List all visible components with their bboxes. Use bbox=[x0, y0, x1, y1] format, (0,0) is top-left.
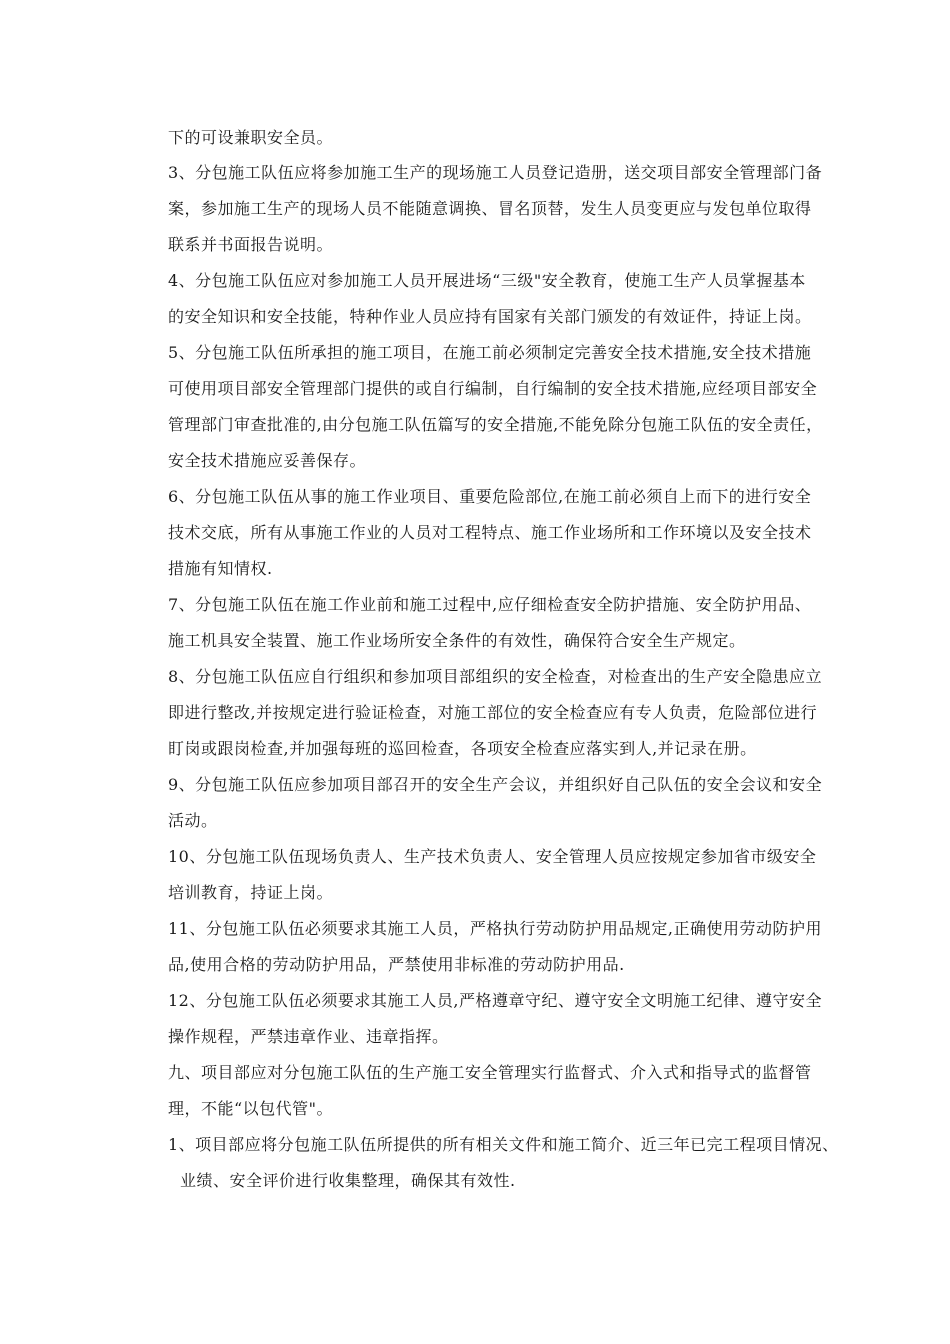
text-line: 6、分包施工队伍从事的施工作业项目、重要危险部位,在施工前必须自上而下的进行安全 bbox=[168, 487, 812, 506]
text-line: 8、分包施工队伍应自行组织和参加项目部组织的安全检查，对检查出的生产安全隐患应立 bbox=[168, 667, 823, 686]
text-line: 3、分包施工队伍应将参加施工生产的现场施工人员登记造册，送交项目部安全管理部门备 bbox=[168, 163, 823, 182]
text-line: 可使用项目部安全管理部门提供的或自行编制，自行编制的安全技术措施,应经项目部安全 bbox=[168, 379, 818, 398]
text-line: 措施有知情权. bbox=[168, 559, 273, 578]
text-line: 盯岗或跟岗检查,并加强每班的巡回检查，各项安全检查应落实到人,并记录在册。 bbox=[168, 739, 757, 758]
text-line: 九、项目部应对分包施工队伍的生产施工安全管理实行监督式、介入式和指导式的监督管 bbox=[168, 1063, 812, 1082]
text-line: 案，参加施工生产的现场人员不能随意调换、冒名顶替，发生人员变更应与发包单位取得 bbox=[168, 199, 812, 218]
text-line: 11、分包施工队伍必须要求其施工人员，严格执行劳动防护用品规定,正确使用劳动防护用 bbox=[168, 919, 822, 938]
text-line: 联系并书面报告说明。 bbox=[168, 235, 334, 254]
text-line: 理，不能“以包代管"。 bbox=[168, 1099, 334, 1118]
text-line: 施工机具安全装置、施工作业场所安全条件的有效性，确保符合安全生产规定。 bbox=[168, 631, 746, 650]
text-line: 5、分包施工队伍所承担的施工项目，在施工前必须制定完善安全技术措施,安全技术措施 bbox=[168, 343, 812, 362]
text-line: 管理部门审查批准的,由分包施工队伍篇写的安全措施,不能免除分包施工队伍的安全责任， bbox=[168, 415, 823, 434]
text-line: 业绩、安全评价进行收集整理，确保其有效性. bbox=[180, 1171, 516, 1190]
text-line: 培训教育，持证上岗。 bbox=[168, 883, 334, 902]
text-line: 即进行整改,并按规定进行验证检查，对施工部位的安全检查应有专人负责，危险部位进行 bbox=[168, 703, 818, 722]
text-line: 活动。 bbox=[168, 811, 218, 830]
text-line: 操作规程，严禁违章作业、违章指挥。 bbox=[168, 1027, 449, 1046]
text-line: 12、分包施工队伍必须要求其施工人员,严格遵章守纪、遵守安全文明施工纪律、遵守安全 bbox=[168, 991, 822, 1010]
text-line: 10、分包施工队伍现场负责人、生产技术负责人、安全管理人员应按规定参加省市级安全 bbox=[168, 847, 817, 866]
text-line: 技术交底，所有从事施工作业的人员对工程特点、施工作业场所和工作环境以及安全技术 bbox=[168, 523, 812, 542]
text-line: 的安全知识和安全技能，特种作业人员应持有国家有关部门颁发的有效证件，持证上岗。 bbox=[168, 307, 812, 326]
text-line: 7、分包施工队伍在施工作业前和施工过程中,应仔细检查安全防护措施、安全防护用品、 bbox=[168, 595, 812, 614]
text-line: 1、项目部应将分包施工队伍所提供的所有相关文件和施工简介、近三年已完工程项目情况、 bbox=[168, 1135, 839, 1154]
text-line: 9、分包施工队伍应参加项目部召开的安全生产会议，并组织好自己队伍的安全会议和安全 bbox=[168, 775, 823, 794]
text-line: 品,使用合格的劳动防护用品，严禁使用非标准的劳动防护用品. bbox=[168, 955, 625, 974]
text-line: 安全技术措施应妥善保存。 bbox=[168, 451, 367, 470]
text-line: 4、分包施工队伍应对参加施工人员开展进场“三级"安全教育，使施工生产人员掌握基本 bbox=[168, 271, 806, 290]
text-line: 下的可设兼职安全员。 bbox=[168, 128, 334, 147]
